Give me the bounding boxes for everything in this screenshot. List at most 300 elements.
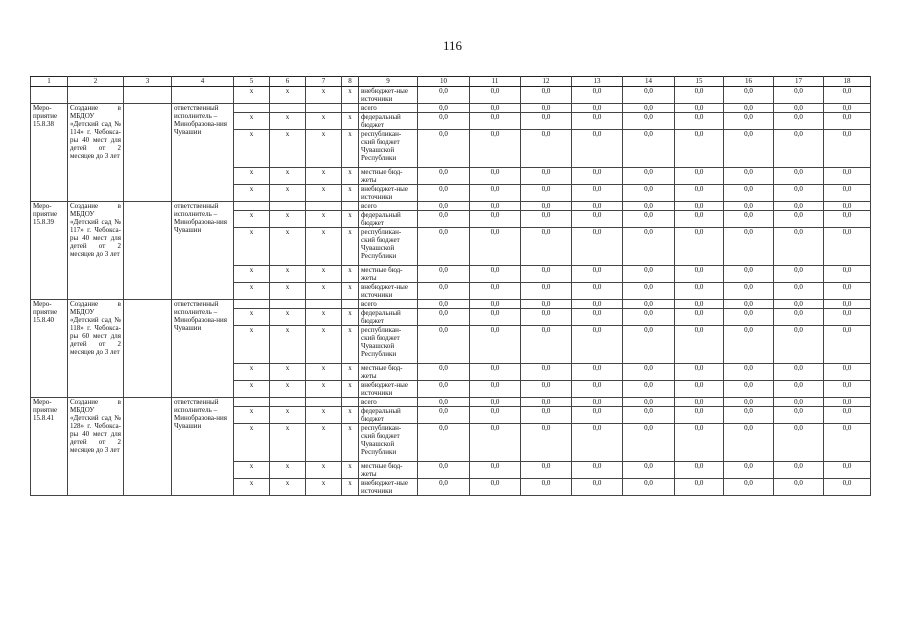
code-cell: х (306, 87, 342, 104)
code-cell: х (342, 87, 359, 104)
code-cell (270, 202, 306, 211)
amount-cell: 0,0 (774, 424, 824, 462)
column-header: 12 (521, 77, 572, 87)
code-cell: х (270, 87, 306, 104)
funding-source: местные бюд-жеты (359, 364, 418, 381)
code-cell: х (234, 364, 270, 381)
code-cell: х (342, 185, 359, 202)
amount-cell: 0,0 (824, 113, 871, 130)
code-cell: х (342, 309, 359, 326)
code-cell: х (342, 479, 359, 496)
amount-cell: 0,0 (418, 87, 470, 104)
amount-cell: 0,0 (623, 300, 675, 309)
code-cell (234, 104, 270, 113)
code-cell: х (270, 168, 306, 185)
budget-table (30, 76, 871, 496)
amount-cell: 0,0 (418, 266, 470, 283)
code-cell: х (270, 185, 306, 202)
amount-cell: 0,0 (774, 266, 824, 283)
code-cell: х (270, 479, 306, 496)
amount-cell: 0,0 (675, 424, 724, 462)
amount-cell: 0,0 (675, 266, 724, 283)
amount-cell: 0,0 (824, 424, 871, 462)
amount-cell: 0,0 (675, 168, 724, 185)
code-cell: х (234, 309, 270, 326)
amount-cell: 0,0 (724, 113, 774, 130)
amount-cell: 0,0 (521, 364, 572, 381)
code-cell (306, 300, 342, 309)
amount-cell: 0,0 (623, 424, 675, 462)
amount-cell: 0,0 (572, 309, 623, 326)
code-cell (234, 202, 270, 211)
amount-cell: 0,0 (521, 104, 572, 113)
amount-cell: 0,0 (824, 381, 871, 398)
amount-cell: 0,0 (724, 283, 774, 300)
amount-cell: 0,0 (521, 479, 572, 496)
amount-cell: 0,0 (774, 326, 824, 364)
amount-cell: 0,0 (521, 424, 572, 462)
amount-cell: 0,0 (675, 228, 724, 266)
code-cell (270, 398, 306, 407)
amount-cell: 0,0 (675, 283, 724, 300)
amount-cell: 0,0 (724, 398, 774, 407)
code-cell: х (342, 130, 359, 168)
amount-cell: 0,0 (623, 130, 675, 168)
amount-cell: 0,0 (623, 462, 675, 479)
amount-cell: 0,0 (774, 283, 824, 300)
code-cell: х (234, 168, 270, 185)
amount-cell: 0,0 (470, 326, 521, 364)
amount-cell: 0,0 (521, 266, 572, 283)
amount-cell: 0,0 (675, 211, 724, 228)
amount-cell: 0,0 (774, 381, 824, 398)
code-cell: х (270, 364, 306, 381)
amount-cell: 0,0 (623, 104, 675, 113)
code-cell: х (234, 407, 270, 424)
code-cell: х (306, 266, 342, 283)
code-cell: х (234, 211, 270, 228)
empty-cell (124, 398, 172, 496)
code-cell: х (270, 309, 306, 326)
funding-source: федеральный бюджет (359, 407, 418, 424)
amount-cell: 0,0 (470, 309, 521, 326)
code-cell: х (342, 462, 359, 479)
amount-cell: 0,0 (418, 168, 470, 185)
column-header: 5 (234, 77, 270, 87)
measure-name: Создание в МБДОУ «Детский сад № 114» г. Чебокса-ры 40 мест для детей от 2 месяцев до 3 лет (68, 104, 124, 202)
measure-executor: ответственный исполнитель – Минобразова-ния Чувашии (172, 202, 234, 300)
amount-cell: 0,0 (470, 364, 521, 381)
amount-cell: 0,0 (824, 228, 871, 266)
amount-cell: 0,0 (675, 407, 724, 424)
amount-cell: 0,0 (675, 185, 724, 202)
measure-name: Создание в МБДОУ «Детский сад № 117» г. Чебокса-ры 40 мест для детей от 2 месяцев до 3 лет (68, 202, 124, 300)
amount-cell: 0,0 (774, 130, 824, 168)
empty-cell (172, 87, 234, 104)
amount-cell: 0,0 (774, 104, 824, 113)
amount-cell: 0,0 (470, 407, 521, 424)
funding-source: местные бюд-жеты (359, 462, 418, 479)
amount-cell: 0,0 (572, 381, 623, 398)
funding-source: республикан-ский бюджет Чувашской Республики (359, 424, 418, 462)
code-cell: х (306, 309, 342, 326)
code-cell: х (270, 211, 306, 228)
amount-cell: 0,0 (623, 407, 675, 424)
amount-cell: 0,0 (774, 462, 824, 479)
column-header: 6 (270, 77, 306, 87)
amount-cell: 0,0 (470, 228, 521, 266)
amount-cell: 0,0 (521, 462, 572, 479)
amount-cell: 0,0 (470, 381, 521, 398)
code-cell: х (234, 185, 270, 202)
code-cell: х (342, 113, 359, 130)
amount-cell: 0,0 (418, 424, 470, 462)
amount-cell: 0,0 (418, 462, 470, 479)
amount-cell: 0,0 (470, 424, 521, 462)
code-cell: х (306, 381, 342, 398)
measure-executor: ответственный исполнитель – Минобразова-ния Чувашии (172, 300, 234, 398)
amount-cell: 0,0 (418, 130, 470, 168)
funding-source: республикан-ский бюджет Чувашской Республики (359, 326, 418, 364)
funding-source: внебюджет-ные источники (359, 381, 418, 398)
table-row (31, 202, 871, 211)
amount-cell: 0,0 (418, 364, 470, 381)
amount-cell: 0,0 (470, 479, 521, 496)
amount-cell: 0,0 (675, 300, 724, 309)
amount-cell: 0,0 (724, 228, 774, 266)
code-cell: х (270, 266, 306, 283)
amount-cell: 0,0 (774, 398, 824, 407)
code-cell: х (342, 364, 359, 381)
code-cell: х (270, 407, 306, 424)
funding-source: всего (359, 300, 418, 309)
funding-source: внебюджет-ные источники (359, 479, 418, 496)
code-cell: х (270, 283, 306, 300)
amount-cell: 0,0 (521, 309, 572, 326)
code-cell: х (270, 228, 306, 266)
code-cell: х (234, 130, 270, 168)
table-row (31, 300, 871, 309)
amount-cell: 0,0 (418, 381, 470, 398)
amount-cell: 0,0 (824, 202, 871, 211)
table-row (31, 87, 871, 104)
amount-cell: 0,0 (824, 309, 871, 326)
code-cell: х (306, 185, 342, 202)
amount-cell: 0,0 (824, 479, 871, 496)
amount-cell: 0,0 (521, 398, 572, 407)
funding-source: местные бюд-жеты (359, 266, 418, 283)
amount-cell: 0,0 (724, 104, 774, 113)
amount-cell: 0,0 (675, 130, 724, 168)
amount-cell: 0,0 (521, 87, 572, 104)
code-cell: х (342, 266, 359, 283)
code-cell: х (306, 113, 342, 130)
code-cell: х (306, 168, 342, 185)
amount-cell: 0,0 (470, 300, 521, 309)
amount-cell: 0,0 (824, 364, 871, 381)
code-cell (270, 300, 306, 309)
empty-cell (31, 87, 68, 104)
amount-cell: 0,0 (470, 211, 521, 228)
amount-cell: 0,0 (521, 113, 572, 130)
amount-cell: 0,0 (521, 283, 572, 300)
amount-cell: 0,0 (724, 326, 774, 364)
amount-cell: 0,0 (418, 407, 470, 424)
amount-cell: 0,0 (572, 185, 623, 202)
amount-cell: 0,0 (470, 398, 521, 407)
code-cell: х (306, 462, 342, 479)
empty-cell (68, 87, 124, 104)
amount-cell: 0,0 (824, 398, 871, 407)
amount-cell: 0,0 (418, 479, 470, 496)
amount-cell: 0,0 (774, 479, 824, 496)
code-cell: х (270, 130, 306, 168)
amount-cell: 0,0 (675, 364, 724, 381)
amount-cell: 0,0 (774, 407, 824, 424)
amount-cell: 0,0 (418, 398, 470, 407)
amount-cell: 0,0 (521, 228, 572, 266)
amount-cell: 0,0 (572, 104, 623, 113)
code-cell: х (306, 326, 342, 364)
amount-cell: 0,0 (623, 113, 675, 130)
amount-cell: 0,0 (572, 424, 623, 462)
amount-cell: 0,0 (623, 326, 675, 364)
amount-cell: 0,0 (824, 407, 871, 424)
amount-cell: 0,0 (623, 266, 675, 283)
column-header: 4 (172, 77, 234, 87)
code-cell: х (234, 381, 270, 398)
code-cell: х (270, 424, 306, 462)
amount-cell: 0,0 (418, 228, 470, 266)
funding-source: федеральный бюджет (359, 309, 418, 326)
amount-cell: 0,0 (572, 283, 623, 300)
table-row (31, 104, 871, 113)
empty-cell (124, 104, 172, 202)
amount-cell: 0,0 (418, 104, 470, 113)
amount-cell: 0,0 (675, 398, 724, 407)
amount-cell: 0,0 (572, 87, 623, 104)
amount-cell: 0,0 (774, 228, 824, 266)
code-cell: х (270, 113, 306, 130)
code-cell: х (234, 326, 270, 364)
empty-cell (124, 202, 172, 300)
column-header: 9 (359, 77, 418, 87)
amount-cell: 0,0 (675, 326, 724, 364)
amount-cell: 0,0 (724, 309, 774, 326)
code-cell: х (234, 266, 270, 283)
code-cell (342, 104, 359, 113)
funding-source: федеральный бюджет (359, 113, 418, 130)
amount-cell: 0,0 (623, 87, 675, 104)
amount-cell: 0,0 (623, 228, 675, 266)
amount-cell: 0,0 (724, 407, 774, 424)
amount-cell: 0,0 (521, 381, 572, 398)
amount-cell: 0,0 (724, 202, 774, 211)
amount-cell: 0,0 (521, 211, 572, 228)
amount-cell: 0,0 (774, 87, 824, 104)
amount-cell: 0,0 (521, 130, 572, 168)
amount-cell: 0,0 (470, 283, 521, 300)
measure-id: Меро-приятие 15.8.39 (31, 202, 68, 300)
amount-cell: 0,0 (724, 424, 774, 462)
column-header: 15 (675, 77, 724, 87)
code-cell: х (342, 283, 359, 300)
code-cell: х (306, 228, 342, 266)
amount-cell: 0,0 (774, 211, 824, 228)
amount-cell: 0,0 (675, 309, 724, 326)
amount-cell: 0,0 (572, 202, 623, 211)
funding-source: внебюджет-ные источники (359, 185, 418, 202)
amount-cell: 0,0 (824, 168, 871, 185)
code-cell (234, 300, 270, 309)
amount-cell: 0,0 (572, 113, 623, 130)
column-header: 14 (623, 77, 675, 87)
amount-cell: 0,0 (470, 266, 521, 283)
amount-cell: 0,0 (774, 309, 824, 326)
amount-cell: 0,0 (623, 364, 675, 381)
column-header: 13 (572, 77, 623, 87)
column-header: 17 (774, 77, 824, 87)
amount-cell: 0,0 (623, 168, 675, 185)
amount-cell: 0,0 (418, 283, 470, 300)
code-cell: х (306, 424, 342, 462)
amount-cell: 0,0 (418, 185, 470, 202)
amount-cell: 0,0 (521, 300, 572, 309)
amount-cell: 0,0 (724, 168, 774, 185)
code-cell: х (342, 381, 359, 398)
code-cell: х (234, 283, 270, 300)
amount-cell: 0,0 (470, 87, 521, 104)
code-cell (270, 104, 306, 113)
amount-cell: 0,0 (675, 462, 724, 479)
code-cell: х (306, 364, 342, 381)
code-cell: х (306, 211, 342, 228)
amount-cell: 0,0 (623, 202, 675, 211)
amount-cell: 0,0 (774, 113, 824, 130)
amount-cell: 0,0 (418, 202, 470, 211)
amount-cell: 0,0 (623, 398, 675, 407)
measure-id: Меро-приятие 15.8.38 (31, 104, 68, 202)
amount-cell: 0,0 (774, 202, 824, 211)
amount-cell: 0,0 (824, 326, 871, 364)
amount-cell: 0,0 (572, 398, 623, 407)
column-header: 1 (31, 77, 68, 87)
amount-cell: 0,0 (623, 479, 675, 496)
code-cell: х (306, 479, 342, 496)
code-cell: х (306, 283, 342, 300)
amount-cell: 0,0 (572, 462, 623, 479)
amount-cell: 0,0 (774, 364, 824, 381)
amount-cell: 0,0 (418, 211, 470, 228)
code-cell: х (342, 326, 359, 364)
amount-cell: 0,0 (572, 300, 623, 309)
amount-cell: 0,0 (675, 381, 724, 398)
amount-cell: 0,0 (572, 228, 623, 266)
amount-cell: 0,0 (470, 104, 521, 113)
code-cell: х (270, 326, 306, 364)
code-cell: х (306, 407, 342, 424)
code-cell: х (234, 462, 270, 479)
code-cell: х (270, 381, 306, 398)
code-cell (342, 202, 359, 211)
code-cell: х (306, 130, 342, 168)
amount-cell: 0,0 (724, 381, 774, 398)
amount-cell: 0,0 (521, 168, 572, 185)
code-cell: х (342, 211, 359, 228)
amount-cell: 0,0 (724, 462, 774, 479)
amount-cell: 0,0 (418, 309, 470, 326)
code-cell (306, 202, 342, 211)
header-row (31, 77, 871, 87)
amount-cell: 0,0 (774, 300, 824, 309)
funding-source: республикан-ский бюджет Чувашской Республики (359, 228, 418, 266)
amount-cell: 0,0 (724, 266, 774, 283)
measure-executor: ответственный исполнитель – Минобразова-ния Чувашии (172, 104, 234, 202)
amount-cell: 0,0 (724, 300, 774, 309)
page-number: 116 (442, 38, 463, 53)
amount-cell: 0,0 (623, 309, 675, 326)
amount-cell: 0,0 (675, 104, 724, 113)
table-row (31, 398, 871, 407)
amount-cell: 0,0 (724, 130, 774, 168)
code-cell: х (234, 479, 270, 496)
amount-cell: 0,0 (418, 300, 470, 309)
funding-source: федеральный бюджет (359, 211, 418, 228)
measure-executor: ответственный исполнитель – Минобразова-ния Чувашии (172, 398, 234, 496)
amount-cell: 0,0 (824, 283, 871, 300)
amount-cell: 0,0 (675, 113, 724, 130)
amount-cell: 0,0 (824, 104, 871, 113)
amount-cell: 0,0 (824, 87, 871, 104)
amount-cell: 0,0 (724, 185, 774, 202)
funding-source: внебюджет-ные источники (359, 87, 418, 104)
code-cell: х (234, 113, 270, 130)
code-cell: х (234, 228, 270, 266)
amount-cell: 0,0 (824, 185, 871, 202)
measure-name: Создание в МБДОУ «Детский сад № 118» г. Чебокса-ры 60 мест для детей от 2 месяцев до 3 лет (68, 300, 124, 398)
amount-cell: 0,0 (623, 283, 675, 300)
amount-cell: 0,0 (675, 202, 724, 211)
amount-cell: 0,0 (724, 364, 774, 381)
amount-cell: 0,0 (572, 364, 623, 381)
funding-source: всего (359, 104, 418, 113)
column-header: 11 (470, 77, 521, 87)
column-header: 16 (724, 77, 774, 87)
amount-cell: 0,0 (675, 479, 724, 496)
column-header: 8 (342, 77, 359, 87)
amount-cell: 0,0 (824, 266, 871, 283)
amount-cell: 0,0 (521, 185, 572, 202)
column-header: 2 (68, 77, 124, 87)
amount-cell: 0,0 (572, 326, 623, 364)
amount-cell: 0,0 (824, 462, 871, 479)
amount-cell: 0,0 (824, 130, 871, 168)
amount-cell: 0,0 (724, 479, 774, 496)
amount-cell: 0,0 (418, 326, 470, 364)
column-header: 3 (124, 77, 172, 87)
amount-cell: 0,0 (470, 113, 521, 130)
amount-cell: 0,0 (623, 185, 675, 202)
amount-cell: 0,0 (774, 168, 824, 185)
column-header: 7 (306, 77, 342, 87)
funding-source: местные бюд-жеты (359, 168, 418, 185)
amount-cell: 0,0 (675, 87, 724, 104)
amount-cell: 0,0 (470, 202, 521, 211)
amount-cell: 0,0 (470, 462, 521, 479)
amount-cell: 0,0 (521, 407, 572, 424)
code-cell (306, 104, 342, 113)
code-cell: х (270, 462, 306, 479)
